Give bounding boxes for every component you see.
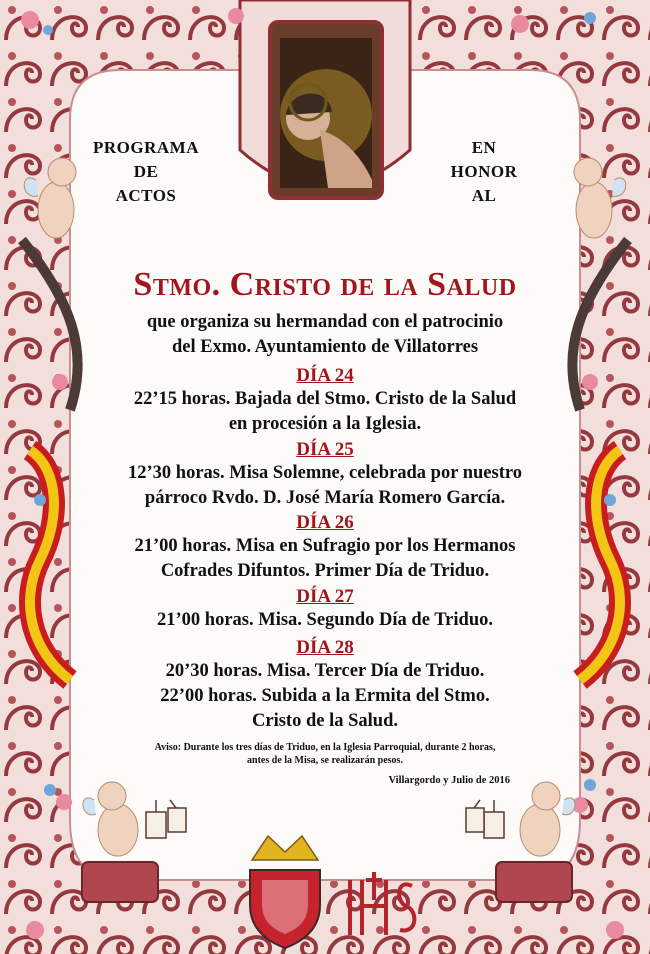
day-heading: DÍA 27 bbox=[296, 586, 354, 607]
program-line: Cristo de la Salud. bbox=[252, 711, 398, 731]
program-day bbox=[80, 585, 570, 633]
day-heading: DÍA 28 bbox=[296, 637, 354, 658]
program-line: 21’00 horas. Misa. Segundo Día de Triduo. bbox=[157, 610, 493, 630]
coat-of-arms-icon bbox=[250, 836, 320, 948]
header-left-line: DE bbox=[133, 162, 159, 181]
header-right-line: AL bbox=[471, 186, 497, 205]
program-day bbox=[80, 636, 570, 734]
program-day bbox=[80, 511, 570, 584]
header-left-line: PROGRAMA bbox=[93, 138, 199, 157]
program-line: 12’30 horas. Misa Solemne, celebrada por nuestro bbox=[128, 463, 522, 483]
program-line: en procesión a la Iglesia. bbox=[228, 414, 422, 434]
christ-icon bbox=[268, 20, 384, 200]
program-line: párroco Rvdo. D. José María Romero García. bbox=[144, 488, 506, 508]
subtitle bbox=[80, 310, 570, 360]
day-heading: DÍA 24 bbox=[296, 365, 354, 386]
program-day bbox=[80, 438, 570, 511]
notice-line: Aviso: Durante los tres días de Triduo, en la Iglesia Parroquial, durante 2 horas, bbox=[154, 742, 496, 753]
subtitle-line: que organiza su hermandad con el patrocinio bbox=[146, 312, 504, 332]
header-left-line: ACTOS bbox=[115, 186, 177, 205]
day-heading: DÍA 26 bbox=[296, 512, 354, 533]
header-right bbox=[414, 136, 554, 208]
program-day bbox=[80, 364, 570, 437]
program-line: 22’15 horas. Bajada del Stmo. Cristo de la Salud bbox=[133, 389, 517, 409]
program-line: 20’30 horas. Misa. Tercer Día de Triduo. bbox=[165, 661, 485, 681]
program-line: Cofrades Difuntos. Primer Día de Triduo. bbox=[160, 561, 490, 581]
header-right-line: EN bbox=[471, 138, 497, 157]
program-line: 22’00 horas. Subida a la Ermita del Stmo. bbox=[160, 686, 490, 706]
subtitle-line: del Exmo. Ayuntamiento de Villatorres bbox=[171, 337, 479, 357]
notice-line: antes de la Misa, se realizarán pesos. bbox=[247, 755, 403, 766]
day-heading: DÍA 25 bbox=[296, 439, 354, 460]
program-line: 21’00 horas. Misa en Sufragio por los Hermanos bbox=[134, 536, 516, 556]
header-left bbox=[76, 136, 216, 208]
page-title: Stmo. Cristo de la Salud bbox=[133, 266, 517, 303]
header-right-line: HONOR bbox=[450, 162, 518, 181]
notice bbox=[120, 741, 530, 767]
signature: Villargordo y Julio de 2016 bbox=[388, 775, 510, 786]
